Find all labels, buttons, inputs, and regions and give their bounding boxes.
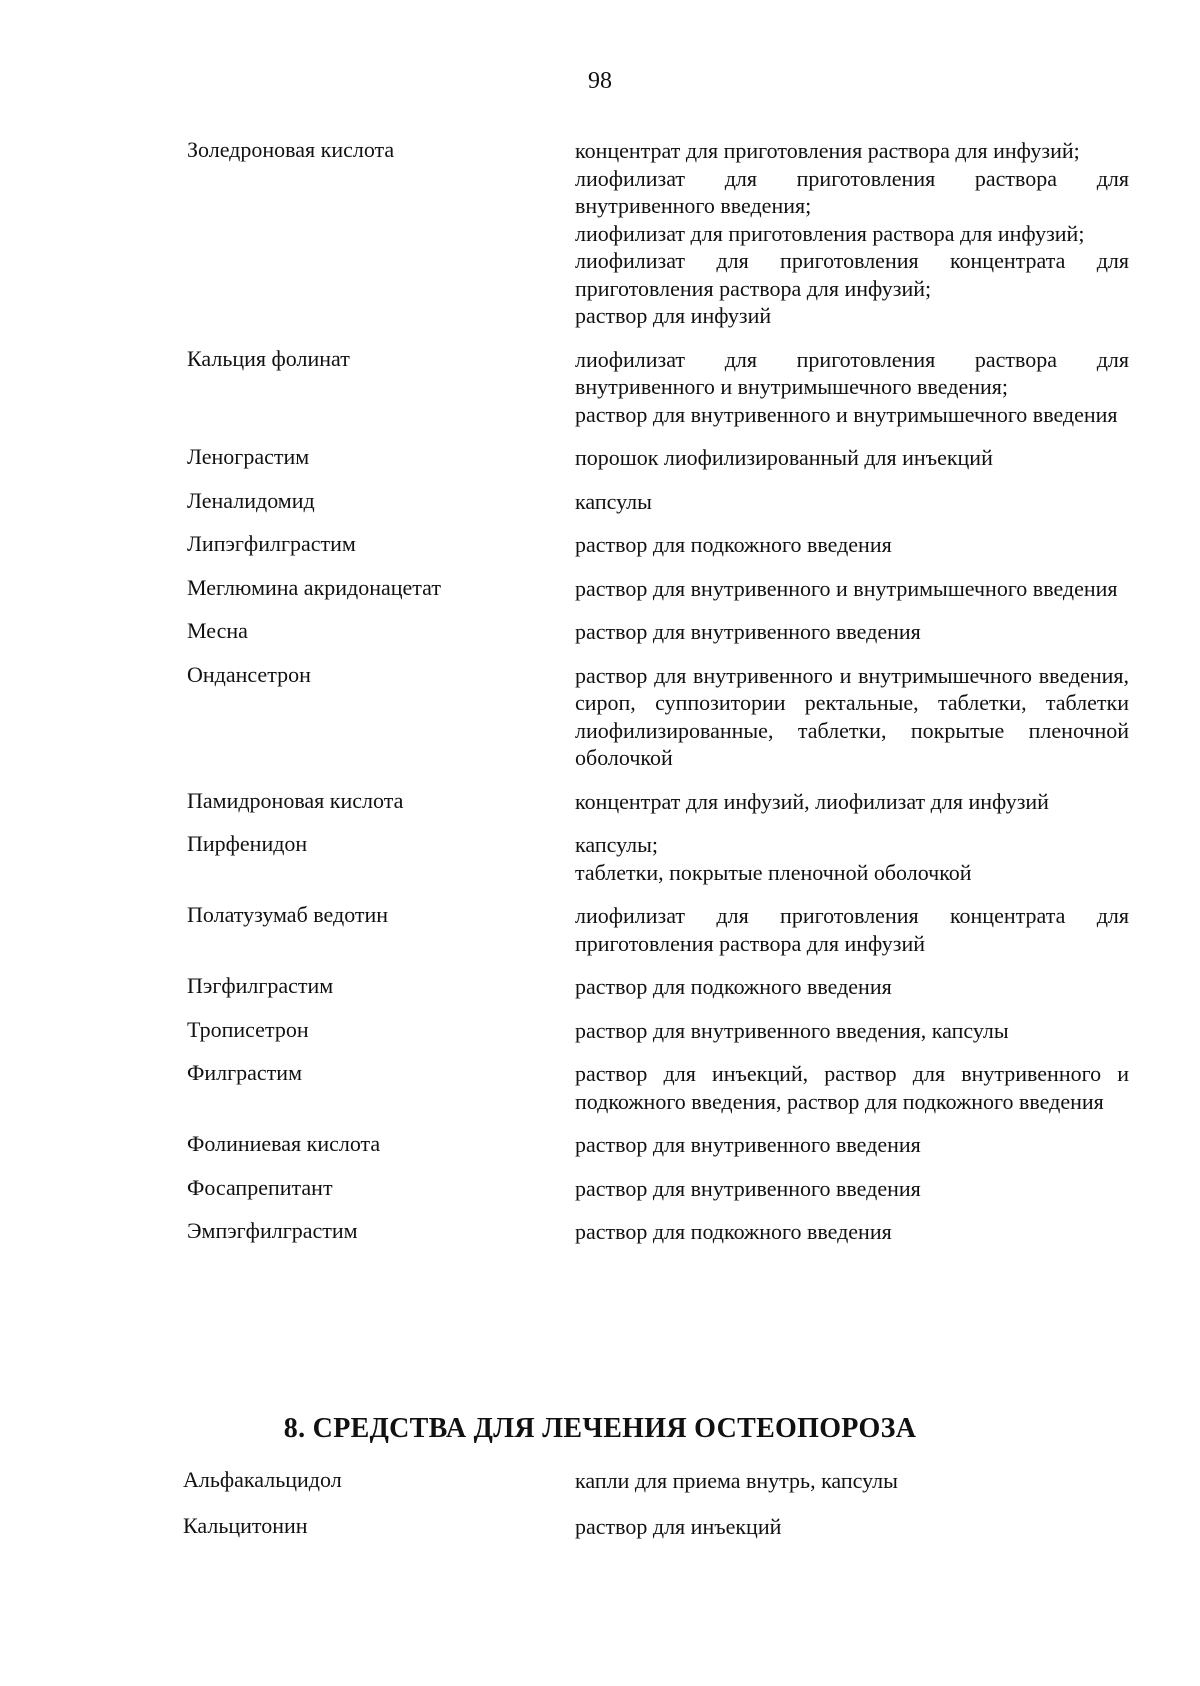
medication-name: Трописетрон: [187, 1016, 309, 1042]
table-row: [183, 1513, 1129, 1541]
medication-name: Альфакальцидол: [183, 1467, 342, 1492]
table-row: [187, 444, 1129, 472]
medication-name: Пэгфилграстим: [187, 973, 334, 998]
table-row: [183, 1467, 1129, 1495]
dosage-form-line: лиофилизат для приготовления раствора для внутривенного и внутримышечного введения;: [575, 346, 1129, 399]
dosage-forms: [575, 618, 1129, 646]
table-row: [187, 1218, 1129, 1246]
medication-name: Липэгфилграстим: [187, 531, 356, 556]
dosage-form-line: раствор для внутривенного и внутримышечного введения: [575, 575, 1118, 601]
dosage-form-line: раствор для внутривенного и внутримышечного введения, сироп, суппозитории ректальные, таблетки, таблетки лиофилизированные, таблетки, покрытые пленочной оболочкой: [575, 662, 1129, 770]
dosage-form-line: лиофилизат для приготовления раствора для инфузий;: [575, 220, 1085, 246]
table-row: [187, 346, 1129, 429]
dosage-form-line: лиофилизат для приготовления концентрата для приготовления раствора для инфузий: [575, 903, 1129, 956]
medication-name: Кальция фолинат: [187, 345, 350, 371]
dosage-form-line: раствор для инъекций: [575, 1513, 782, 1539]
dosage-forms: [575, 1131, 1129, 1159]
dosage-forms: [575, 1467, 1129, 1495]
medication-name: Месна: [187, 618, 248, 643]
medication-name: Золедроновая кислота: [187, 137, 395, 162]
medication-name: Ленограстим: [187, 444, 310, 469]
osteoporosis-medication-table: [183, 1467, 1129, 1540]
medication-name: Пирфенидон: [187, 831, 308, 856]
dosage-form-line: капли для приема внутрь, капсулы: [575, 1468, 898, 1493]
dosage-forms: [575, 1175, 1129, 1203]
medication-name: Полатузумаб ведотин: [187, 902, 389, 927]
table-row: [187, 662, 1129, 772]
dosage-forms: [575, 346, 1129, 429]
dosage-form-line: капсулы: [575, 488, 652, 514]
dosage-form-line: раствор для внутривенного введения: [575, 1132, 921, 1157]
dosage-form-line: раствор для внутривенного и внутримышечного введения: [575, 401, 1118, 427]
dosage-form-line: капсулы;: [575, 832, 658, 857]
dosage-forms: [575, 662, 1129, 772]
dosage-forms: [575, 831, 1129, 886]
dosage-form-line: раствор для внутривенного введения: [575, 619, 921, 644]
dosage-forms: [575, 444, 1129, 472]
table-row: [187, 575, 1129, 603]
table-row: [187, 973, 1129, 1001]
dosage-form-line: раствор для подкожного введения: [575, 974, 892, 999]
section-heading: 8. СРЕДСТВА ДЛЯ ЛЕЧЕНИЯ ОСТЕОПОРОЗА: [283, 1413, 917, 1444]
dosage-form-line: концентрат для инфузий, лиофилизат для инфузий: [575, 788, 1049, 814]
table-row: [187, 902, 1129, 957]
dosage-forms: [575, 575, 1129, 603]
table-row: [187, 1060, 1129, 1115]
dosage-form-line: лиофилизат для приготовления раствора для внутривенного введения;: [575, 165, 1129, 218]
table-row: [187, 1017, 1129, 1045]
dosage-form-line: раствор для внутривенного введения, капсулы: [575, 1017, 1009, 1043]
dosage-forms: [575, 137, 1129, 330]
table-row: [187, 137, 1129, 330]
medication-name: Ондансетрон: [187, 661, 311, 687]
table-row: [187, 831, 1129, 886]
medication-name: Эмпэгфилграстим: [187, 1218, 358, 1243]
dosage-form-line: раствор для подкожного введения: [575, 1219, 892, 1244]
dosage-forms: [575, 1218, 1129, 1246]
table-row: [187, 1175, 1129, 1203]
medication-name: Леналидомид: [187, 487, 315, 513]
dosage-forms: [575, 1017, 1129, 1045]
medication-name: Фолиниевая кислота: [187, 1131, 381, 1156]
dosage-form-line: лиофилизат для приготовления концентрата для приготовления раствора для инфузий;: [575, 248, 1129, 301]
dosage-forms: [575, 1060, 1129, 1115]
medication-name: Филграстим: [187, 1060, 302, 1085]
dosage-forms: [575, 902, 1129, 957]
medication-name: Меглюмина акридонацетат: [187, 574, 441, 600]
dosage-form-line: таблетки, покрытые пленочной оболочкой: [575, 859, 972, 885]
dosage-form-line: раствор для инъекций, раствор для внутривенного и подкожного введения, раствор для подкожного введения: [575, 1061, 1129, 1114]
dosage-forms: [575, 488, 1129, 516]
medication-name: Памидроновая кислота: [187, 787, 404, 813]
dosage-form-line: раствор для подкожного введения: [575, 532, 892, 557]
table-row: [187, 531, 1129, 559]
table-row: [187, 1131, 1129, 1159]
medication-table: [187, 137, 1129, 1246]
dosage-forms: [575, 531, 1129, 559]
table-row: [187, 788, 1129, 816]
dosage-forms: [575, 1513, 1129, 1541]
page-number: 98: [588, 68, 612, 94]
dosage-form-line: порошок лиофилизированный для инъекций: [575, 445, 993, 470]
dosage-forms: [575, 788, 1129, 816]
medication-name: Кальцитонин: [183, 1512, 308, 1538]
dosage-form-line: раствор для внутривенного введения: [575, 1175, 921, 1201]
dosage-forms: [575, 973, 1129, 1001]
medication-name: Фосапрепитант: [187, 1174, 333, 1200]
table-row: [187, 618, 1129, 646]
table-row: [187, 488, 1129, 516]
dosage-form-line: концентрат для приготовления раствора для инфузий;: [575, 138, 1080, 163]
dosage-form-line: раствор для инфузий: [575, 303, 772, 328]
